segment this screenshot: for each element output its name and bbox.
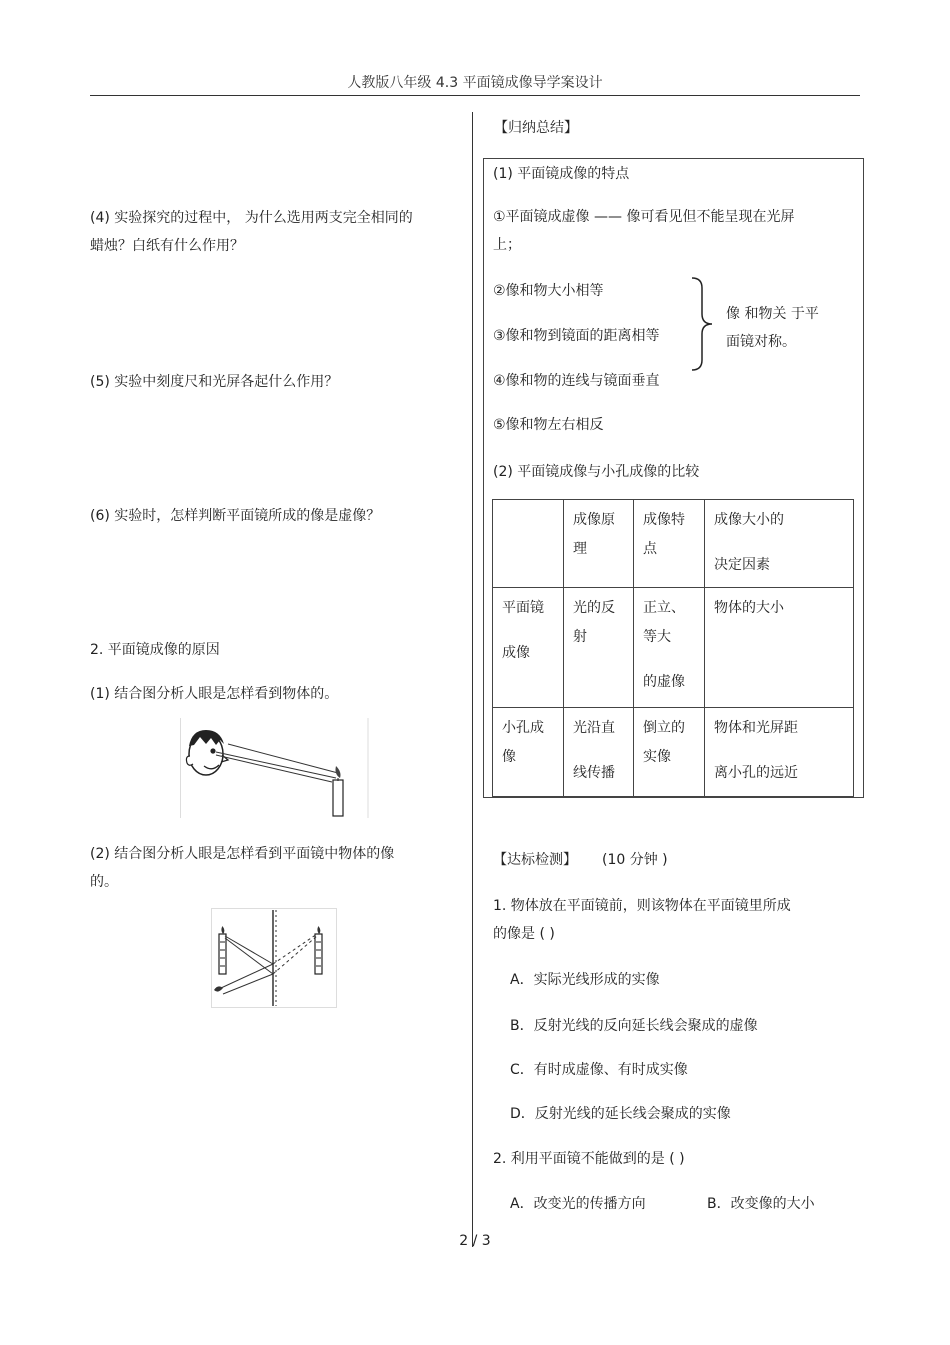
test-q1-option-b: B．反射光线的反向延长线会聚成的虚像 bbox=[510, 1018, 758, 1034]
table-header-cell: 成像原 理 bbox=[564, 500, 634, 588]
table-cell: 物体和光屏距 离小孔的远近 bbox=[705, 708, 854, 797]
table-row bbox=[493, 588, 854, 708]
table-cell: 正立、 等大 的虚像 bbox=[634, 588, 705, 708]
test-q1-option-d: D．反射光线的延长线会聚成的实像 bbox=[510, 1106, 731, 1122]
page-header-title: 人教版八年级 4.3 平面镜成像导学案设计 bbox=[347, 75, 603, 91]
page-number: 2 / 3 bbox=[459, 1233, 491, 1249]
candle-icon bbox=[333, 766, 343, 816]
question-6: (6) 实验时，怎样判断平面镜所成的像是虚像？ bbox=[90, 508, 381, 524]
feature-1-line2: 上； bbox=[493, 237, 521, 253]
table-cell: 小孔成 像 bbox=[493, 708, 564, 797]
summary-heading: 【归纳总结】 bbox=[494, 120, 578, 136]
feature-2: ②像和物大小相等 bbox=[493, 283, 604, 299]
light-ray-lines bbox=[216, 744, 338, 782]
test-q2-option-a: A．改变光的传播方向 bbox=[510, 1196, 646, 1212]
test-question-1-line2: 的像是 ( ) bbox=[493, 926, 555, 942]
table-cell: 平面镜 成像 bbox=[493, 588, 564, 708]
question-5: (5) 实验中刻度尺和光屏各起什么作用？ bbox=[90, 374, 339, 390]
table-cell: 物体的大小 bbox=[705, 588, 854, 708]
feature-4: ④像和物的连线与镜面垂直 bbox=[493, 373, 660, 389]
section-2-title: 2. 平面镜成像的原因 bbox=[90, 642, 220, 658]
brace-note-line2: 面镜对称。 bbox=[726, 334, 796, 350]
brace-note-line1: 像 和物关 于平 bbox=[726, 306, 819, 322]
test-question-1-line1: 1. 物体放在平面镜前，则该物体在平面镜里所成 bbox=[493, 898, 791, 914]
test-q1-option-c: C．有时成虚像、有时成实像 bbox=[510, 1062, 688, 1078]
eye-sees-candle-figure bbox=[180, 718, 370, 820]
section-2-question-2-line2: 的。 bbox=[90, 874, 118, 890]
feature-5: ⑤像和物左右相反 bbox=[493, 417, 604, 433]
test-q1-option-a: A．实际光线形成的实像 bbox=[510, 972, 660, 988]
question-4-line2: 蜡烛？白纸有什么作用？ bbox=[90, 238, 244, 254]
plane-mirror bbox=[273, 910, 276, 1006]
table-cell: 光沿直 线传播 bbox=[564, 708, 634, 797]
feature-1-line1: ①平面镜成虚像 —— 像可看见但不能呈现在光屏 bbox=[493, 209, 795, 225]
test-time: (10 分钟 ) bbox=[602, 852, 668, 868]
test-question-2: 2. 利用平面镜不能做到的是 ( ) bbox=[493, 1151, 685, 1167]
summary-point-1-title: (1) 平面镜成像的特点 bbox=[493, 166, 630, 182]
summary-point-2-title: (2) 平面镜成像与小孔成像的比较 bbox=[493, 464, 700, 480]
section-2-question-1: (1) 结合图分析人眼是怎样看到物体的。 bbox=[90, 686, 339, 702]
table-header-row bbox=[493, 500, 854, 588]
comparison-table bbox=[492, 499, 854, 797]
head-icon bbox=[186, 730, 228, 775]
table-header-cell: 成像大小的 决定因素 bbox=[705, 500, 854, 588]
virtual-ray-lines bbox=[273, 934, 317, 974]
test-heading: 【达标检测】 bbox=[493, 852, 577, 868]
reflected-ray-lines bbox=[221, 936, 273, 994]
table-header-cell bbox=[493, 500, 564, 588]
column-divider bbox=[472, 112, 473, 1247]
test-q2-option-b: B．改变像的大小 bbox=[707, 1196, 815, 1212]
eye-icon bbox=[214, 986, 223, 991]
table-cell: 倒立的 实像 bbox=[634, 708, 705, 797]
table-header-cell: 成像特 点 bbox=[634, 500, 705, 588]
mirror-image-figure bbox=[211, 908, 337, 1008]
curly-brace-icon bbox=[690, 276, 716, 372]
candle-image-icon bbox=[315, 926, 322, 974]
candle-object-icon bbox=[219, 926, 226, 974]
question-4-line1: (4) 实验探究的过程中， 为什么选用两支完全相同的 bbox=[90, 210, 413, 226]
section-2-question-2-line1: (2) 结合图分析人眼是怎样看到平面镜中物体的像 bbox=[90, 846, 395, 862]
feature-3: ③像和物到镜面的距离相等 bbox=[493, 328, 660, 344]
header-rule bbox=[90, 95, 860, 96]
table-row bbox=[493, 708, 854, 797]
table-cell: 光的反 射 bbox=[564, 588, 634, 708]
